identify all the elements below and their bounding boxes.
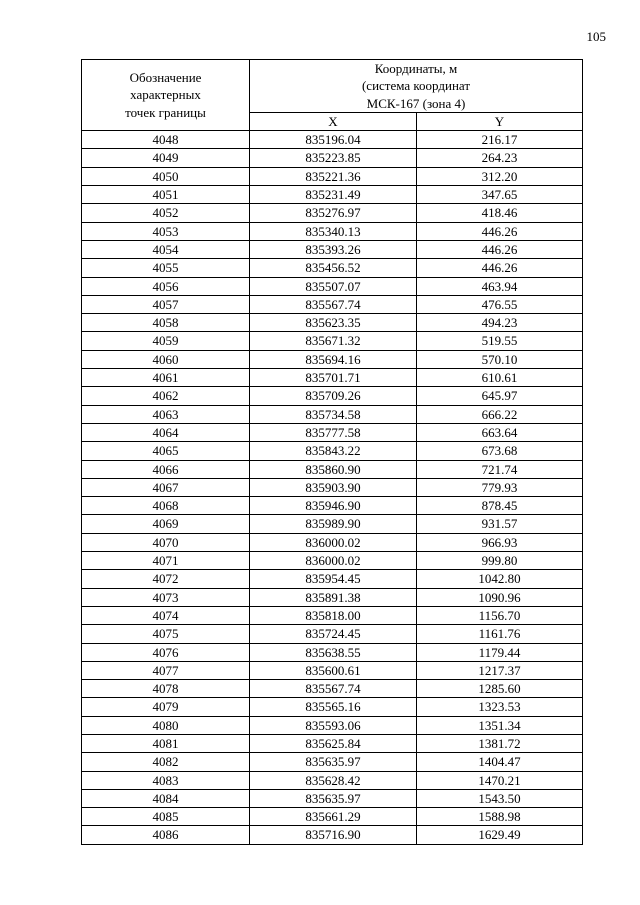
cell-y: 1323.53 <box>417 698 583 716</box>
table-body <box>82 131 583 845</box>
table-row <box>82 625 583 643</box>
cell-y: 446.26 <box>417 259 583 277</box>
table-row <box>82 680 583 698</box>
header-coords-line-3: МСК-167 (зона 4) <box>366 95 466 111</box>
cell-point: 4059 <box>82 332 250 350</box>
cell-x: 835635.97 <box>250 789 417 807</box>
cell-y: 570.10 <box>417 350 583 368</box>
table-row <box>82 570 583 588</box>
table-row <box>82 533 583 551</box>
table-row <box>82 259 583 277</box>
table-row <box>82 167 583 185</box>
cell-y: 1161.76 <box>417 625 583 643</box>
header-point-line-1: Обозначение <box>129 70 202 86</box>
cell-point: 4052 <box>82 204 250 222</box>
cell-point: 4074 <box>82 606 250 624</box>
cell-x: 835989.90 <box>250 515 417 533</box>
cell-point: 4065 <box>82 442 250 460</box>
cell-x: 835567.74 <box>250 295 417 313</box>
cell-y: 1629.49 <box>417 826 583 844</box>
table-row <box>82 387 583 405</box>
table-row <box>82 478 583 496</box>
cell-y: 645.97 <box>417 387 583 405</box>
table-row <box>82 753 583 771</box>
cell-x: 835734.58 <box>250 405 417 423</box>
table-row <box>82 588 583 606</box>
cell-point: 4055 <box>82 259 250 277</box>
cell-x: 835724.45 <box>250 625 417 643</box>
cell-x: 835716.90 <box>250 826 417 844</box>
cell-x: 835196.04 <box>250 131 417 149</box>
cell-x: 835628.42 <box>250 771 417 789</box>
header-y: Y <box>417 112 583 130</box>
header-coords-line-1: Координаты, м <box>374 61 458 76</box>
table-row <box>82 552 583 570</box>
cell-y: 1090.96 <box>417 588 583 606</box>
cell-y: 1588.98 <box>417 808 583 826</box>
table-row <box>82 734 583 752</box>
table-row <box>82 405 583 423</box>
cell-y: 966.93 <box>417 533 583 551</box>
cell-y: 1470.21 <box>417 771 583 789</box>
cell-x: 835701.71 <box>250 369 417 387</box>
cell-point: 4066 <box>82 460 250 478</box>
table-row <box>82 661 583 679</box>
cell-x: 835567.74 <box>250 680 417 698</box>
cell-x: 835340.13 <box>250 222 417 240</box>
table-row <box>82 222 583 240</box>
table-header <box>82 60 583 131</box>
cell-x: 835671.32 <box>250 332 417 350</box>
cell-point: 4081 <box>82 734 250 752</box>
table-row <box>82 771 583 789</box>
cell-y: 1042.80 <box>417 570 583 588</box>
header-point-line-2: характерных <box>130 87 201 103</box>
cell-point: 4085 <box>82 808 250 826</box>
table-row <box>82 332 583 350</box>
cell-y: 673.68 <box>417 442 583 460</box>
cell-point: 4086 <box>82 826 250 844</box>
cell-y: 1217.37 <box>417 661 583 679</box>
header-coords-line-2: (система координат <box>361 78 471 94</box>
cell-x: 835565.16 <box>250 698 417 716</box>
cell-point: 4069 <box>82 515 250 533</box>
header-point-line-3: точек границы <box>125 104 206 120</box>
cell-point: 4061 <box>82 369 250 387</box>
cell-y: 779.93 <box>417 478 583 496</box>
cell-x: 835635.97 <box>250 753 417 771</box>
table-row <box>82 423 583 441</box>
cell-y: 463.94 <box>417 277 583 295</box>
table-row <box>82 442 583 460</box>
cell-point: 4070 <box>82 533 250 551</box>
cell-y: 1351.34 <box>417 716 583 734</box>
cell-y: 721.74 <box>417 460 583 478</box>
header-coordinates <box>250 60 583 113</box>
cell-x: 835818.00 <box>250 606 417 624</box>
cell-point: 4060 <box>82 350 250 368</box>
table-row <box>82 698 583 716</box>
cell-point: 4084 <box>82 789 250 807</box>
cell-y: 1179.44 <box>417 643 583 661</box>
cell-point: 4067 <box>82 478 250 496</box>
table-row <box>82 277 583 295</box>
cell-y: 931.57 <box>417 515 583 533</box>
cell-point: 4078 <box>82 680 250 698</box>
cell-x: 835593.06 <box>250 716 417 734</box>
cell-point: 4057 <box>82 295 250 313</box>
coordinates-table <box>81 59 583 845</box>
cell-y: 264.23 <box>417 149 583 167</box>
cell-y: 666.22 <box>417 405 583 423</box>
cell-x: 835709.26 <box>250 387 417 405</box>
cell-point: 4077 <box>82 661 250 679</box>
cell-point: 4076 <box>82 643 250 661</box>
cell-point: 4053 <box>82 222 250 240</box>
cell-point: 4058 <box>82 314 250 332</box>
table-row <box>82 460 583 478</box>
cell-x: 835946.90 <box>250 497 417 515</box>
cell-y: 216.17 <box>417 131 583 149</box>
header-point-designation <box>82 60 250 131</box>
cell-x: 835843.22 <box>250 442 417 460</box>
cell-point: 4056 <box>82 277 250 295</box>
cell-x: 835507.07 <box>250 277 417 295</box>
cell-point: 4048 <box>82 131 250 149</box>
header-x: X <box>250 112 417 130</box>
cell-y: 519.55 <box>417 332 583 350</box>
cell-y: 999.80 <box>417 552 583 570</box>
cell-y: 1381.72 <box>417 734 583 752</box>
cell-x: 835903.90 <box>250 478 417 496</box>
cell-y: 446.26 <box>417 222 583 240</box>
cell-point: 4063 <box>82 405 250 423</box>
cell-y: 1285.60 <box>417 680 583 698</box>
table-row <box>82 716 583 734</box>
cell-y: 663.64 <box>417 423 583 441</box>
cell-y: 312.20 <box>417 167 583 185</box>
cell-point: 4049 <box>82 149 250 167</box>
cell-x: 835456.52 <box>250 259 417 277</box>
cell-x: 836000.02 <box>250 552 417 570</box>
cell-x: 835231.49 <box>250 186 417 204</box>
cell-y: 446.26 <box>417 240 583 258</box>
table-row <box>82 131 583 149</box>
table-row <box>82 295 583 313</box>
cell-y: 347.65 <box>417 186 583 204</box>
cell-x: 835223.85 <box>250 149 417 167</box>
cell-point: 4073 <box>82 588 250 606</box>
table-row <box>82 789 583 807</box>
cell-y: 494.23 <box>417 314 583 332</box>
cell-y: 1543.50 <box>417 789 583 807</box>
cell-point: 4079 <box>82 698 250 716</box>
cell-x: 836000.02 <box>250 533 417 551</box>
cell-x: 835393.26 <box>250 240 417 258</box>
table-row <box>82 606 583 624</box>
table-row <box>82 350 583 368</box>
cell-x: 835954.45 <box>250 570 417 588</box>
cell-point: 4068 <box>82 497 250 515</box>
cell-point: 4075 <box>82 625 250 643</box>
table-row <box>82 826 583 844</box>
cell-point: 4082 <box>82 753 250 771</box>
table-row <box>82 369 583 387</box>
table-row <box>82 204 583 222</box>
cell-point: 4064 <box>82 423 250 441</box>
cell-y: 610.61 <box>417 369 583 387</box>
cell-x: 835860.90 <box>250 460 417 478</box>
cell-x: 835638.55 <box>250 643 417 661</box>
cell-x: 835694.16 <box>250 350 417 368</box>
table-row <box>82 643 583 661</box>
cell-x: 835623.35 <box>250 314 417 332</box>
cell-x: 835777.58 <box>250 423 417 441</box>
page-number: 105 <box>586 29 606 44</box>
cell-y: 1156.70 <box>417 606 583 624</box>
table-row <box>82 314 583 332</box>
cell-x: 835600.61 <box>250 661 417 679</box>
cell-point: 4083 <box>82 771 250 789</box>
cell-y: 418.46 <box>417 204 583 222</box>
cell-point: 4050 <box>82 167 250 185</box>
cell-point: 4080 <box>82 716 250 734</box>
cell-point: 4051 <box>82 186 250 204</box>
cell-x: 835661.29 <box>250 808 417 826</box>
cell-y: 476.55 <box>417 295 583 313</box>
table-row <box>82 515 583 533</box>
table-row <box>82 240 583 258</box>
cell-point: 4072 <box>82 570 250 588</box>
table-row <box>82 186 583 204</box>
cell-point: 4062 <box>82 387 250 405</box>
cell-point: 4054 <box>82 240 250 258</box>
table-row <box>82 808 583 826</box>
cell-x: 835276.97 <box>250 204 417 222</box>
cell-x: 835625.84 <box>250 734 417 752</box>
cell-y: 1404.47 <box>417 753 583 771</box>
table-row <box>82 149 583 167</box>
cell-y: 878.45 <box>417 497 583 515</box>
table-row <box>82 497 583 515</box>
cell-x: 835221.36 <box>250 167 417 185</box>
cell-point: 4071 <box>82 552 250 570</box>
cell-x: 835891.38 <box>250 588 417 606</box>
